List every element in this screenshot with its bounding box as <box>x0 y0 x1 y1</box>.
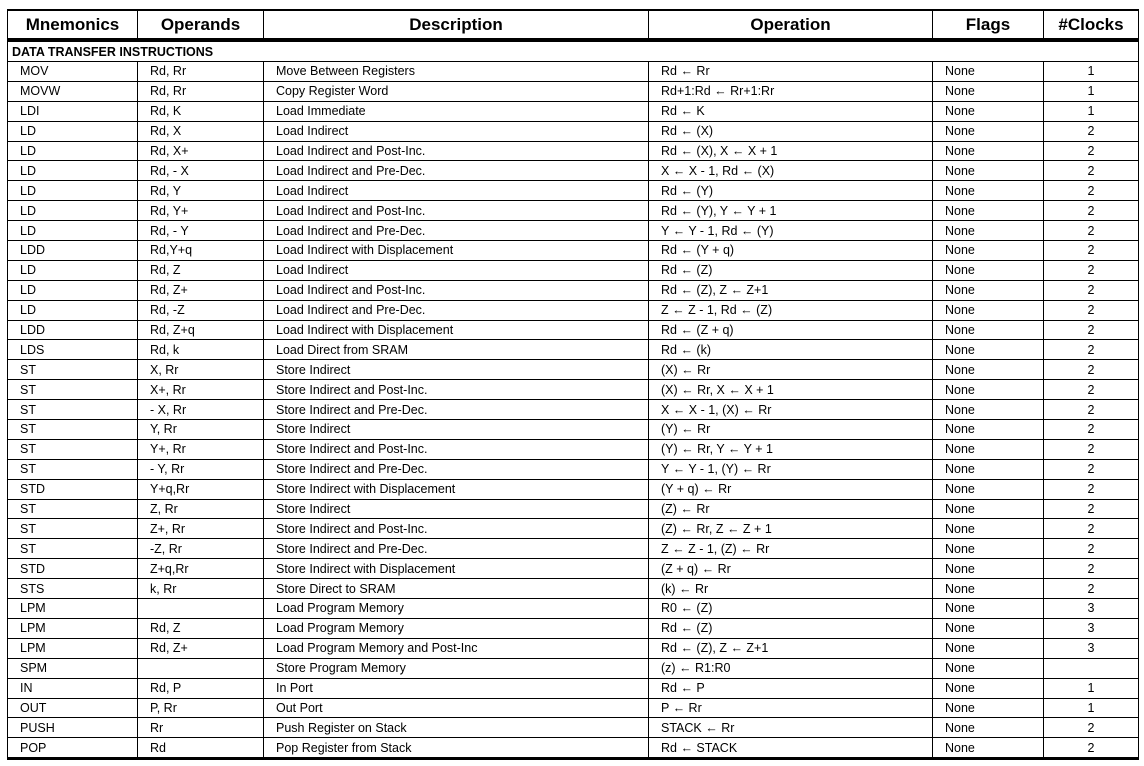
clocks-cell: 2 <box>1044 201 1139 221</box>
operation-cell: Y ← Y - 1, Rd ← (Y) <box>649 221 933 241</box>
mnemonic-cell: ST <box>8 360 138 380</box>
header-clocks: #Clocks <box>1044 10 1139 40</box>
mnemonic-cell: ST <box>8 499 138 519</box>
header-operation: Operation <box>649 10 933 40</box>
operation-cell: (X) ← Rr, X ← X + 1 <box>649 380 933 400</box>
table-row <box>8 658 1139 678</box>
description-cell: Store Indirect and Post-Inc. <box>264 439 649 459</box>
operation-cell: (Y) ← Rr <box>649 420 933 440</box>
mnemonic-cell: ST <box>8 539 138 559</box>
clocks-cell: 2 <box>1044 260 1139 280</box>
operation-cell: (Y + q) ← Rr <box>649 479 933 499</box>
flags-cell: None <box>933 459 1044 479</box>
operands-cell: X, Rr <box>138 360 264 380</box>
operation-cell: (X) ← Rr <box>649 360 933 380</box>
operands-cell: - Y, Rr <box>138 459 264 479</box>
mnemonic-cell: LD <box>8 161 138 181</box>
table-row <box>8 320 1139 340</box>
instruction-table <box>7 9 1139 760</box>
mnemonic-cell: LD <box>8 280 138 300</box>
table-row <box>8 718 1139 738</box>
clocks-cell: 2 <box>1044 380 1139 400</box>
operands-cell: Rd, X <box>138 121 264 141</box>
table-row <box>8 101 1139 121</box>
mnemonic-cell: ST <box>8 420 138 440</box>
table-row <box>8 579 1139 599</box>
operation-cell: (Z + q) ← Rr <box>649 559 933 579</box>
description-cell: Load Indirect and Pre-Dec. <box>264 300 649 320</box>
flags-cell: None <box>933 161 1044 181</box>
clocks-cell: 2 <box>1044 300 1139 320</box>
header-row <box>8 10 1139 40</box>
mnemonic-cell: LDI <box>8 101 138 121</box>
operands-cell: Rd, X+ <box>138 141 264 161</box>
operands-cell: X+, Rr <box>138 380 264 400</box>
table-row <box>8 519 1139 539</box>
description-cell: Store Indirect and Post-Inc. <box>264 380 649 400</box>
operation-cell: X ← X - 1, (X) ← Rr <box>649 400 933 420</box>
description-cell: Store Indirect and Pre-Dec. <box>264 539 649 559</box>
description-cell: Pop Register from Stack <box>264 738 649 759</box>
description-cell: Store Indirect <box>264 360 649 380</box>
operation-cell: Rd ← (Y + q) <box>649 241 933 261</box>
mnemonic-cell: LDD <box>8 320 138 340</box>
operation-cell: Rd+1:Rd ← Rr+1:Rr <box>649 81 933 101</box>
clocks-cell: 2 <box>1044 161 1139 181</box>
table-row <box>8 559 1139 579</box>
clocks-cell: 2 <box>1044 579 1139 599</box>
operands-cell: Rd, Z+ <box>138 280 264 300</box>
clocks-cell: 2 <box>1044 241 1139 261</box>
operation-cell: Rd ← (Y) <box>649 181 933 201</box>
operands-cell: Z, Rr <box>138 499 264 519</box>
table-row <box>8 459 1139 479</box>
operands-cell: Rd, k <box>138 340 264 360</box>
flags-cell: None <box>933 260 1044 280</box>
operation-cell: R0 ← (Z) <box>649 599 933 619</box>
operands-cell: Rd,Y+q <box>138 241 264 261</box>
operation-cell: Rd ← (Z) <box>649 260 933 280</box>
operands-cell: Rd, Rr <box>138 62 264 82</box>
description-cell: Load Indirect with Displacement <box>264 241 649 261</box>
flags-cell: None <box>933 658 1044 678</box>
description-cell: Store Indirect and Pre-Dec. <box>264 459 649 479</box>
flags-cell: None <box>933 420 1044 440</box>
operation-cell: X ← X - 1, Rd ← (X) <box>649 161 933 181</box>
clocks-cell: 2 <box>1044 539 1139 559</box>
description-cell: Copy Register Word <box>264 81 649 101</box>
clocks-cell: 3 <box>1044 638 1139 658</box>
operands-cell: Rd, Rr <box>138 81 264 101</box>
operation-cell: Rd ← (Z), Z ← Z+1 <box>649 638 933 658</box>
table-row <box>8 698 1139 718</box>
mnemonic-cell: MOVW <box>8 81 138 101</box>
operands-cell: Rd, - Y <box>138 221 264 241</box>
table-row <box>8 439 1139 459</box>
description-cell: Load Indirect <box>264 260 649 280</box>
table-row <box>8 62 1139 82</box>
operation-cell: Rd ← (Z) <box>649 618 933 638</box>
mnemonic-cell: ST <box>8 400 138 420</box>
operation-cell: Y ← Y - 1, (Y) ← Rr <box>649 459 933 479</box>
mnemonic-cell: LDD <box>8 241 138 261</box>
operation-cell: P ← Rr <box>649 698 933 718</box>
clocks-cell: 2 <box>1044 360 1139 380</box>
operation-cell: Rd ← K <box>649 101 933 121</box>
mnemonic-cell: LD <box>8 181 138 201</box>
table-header <box>8 10 1139 40</box>
table-row <box>8 638 1139 658</box>
operation-cell: Rd ← (X), X ← X + 1 <box>649 141 933 161</box>
clocks-cell: 3 <box>1044 618 1139 638</box>
operation-cell: Rd ← STACK <box>649 738 933 759</box>
operation-cell: Rd ← (Z), Z ← Z+1 <box>649 280 933 300</box>
description-cell: Store Direct to SRAM <box>264 579 649 599</box>
mnemonic-cell: LD <box>8 300 138 320</box>
table-row <box>8 221 1139 241</box>
description-cell: Load Indirect with Displacement <box>264 320 649 340</box>
mnemonic-cell: LD <box>8 260 138 280</box>
section-title: DATA TRANSFER INSTRUCTIONS <box>8 40 1139 62</box>
clocks-cell: 1 <box>1044 101 1139 121</box>
operation-cell: (Y) ← Rr, Y ← Y + 1 <box>649 439 933 459</box>
flags-cell: None <box>933 62 1044 82</box>
operands-cell: Rd, - X <box>138 161 264 181</box>
flags-cell: None <box>933 479 1044 499</box>
mnemonic-cell: OUT <box>8 698 138 718</box>
operands-cell: Rd <box>138 738 264 759</box>
clocks-cell: 1 <box>1044 62 1139 82</box>
operands-cell: Rd, Z+q <box>138 320 264 340</box>
mnemonic-cell: POP <box>8 738 138 759</box>
table-row <box>8 499 1139 519</box>
mnemonic-cell: STS <box>8 579 138 599</box>
operands-cell <box>138 658 264 678</box>
flags-cell: None <box>933 81 1044 101</box>
description-cell: Load Indirect and Pre-Dec. <box>264 221 649 241</box>
mnemonic-cell: LPM <box>8 638 138 658</box>
table-row <box>8 420 1139 440</box>
clocks-cell: 2 <box>1044 420 1139 440</box>
header-description: Description <box>264 10 649 40</box>
mnemonic-cell: LPM <box>8 599 138 619</box>
clocks-cell: 2 <box>1044 559 1139 579</box>
operands-cell: Y+, Rr <box>138 439 264 459</box>
description-cell: Load Indirect <box>264 181 649 201</box>
description-cell: Out Port <box>264 698 649 718</box>
header-operands: Operands <box>138 10 264 40</box>
operands-cell: Rd, K <box>138 101 264 121</box>
flags-cell: None <box>933 380 1044 400</box>
flags-cell: None <box>933 579 1044 599</box>
table-row <box>8 280 1139 300</box>
flags-cell: None <box>933 340 1044 360</box>
table-row <box>8 400 1139 420</box>
operands-cell: k, Rr <box>138 579 264 599</box>
table-row <box>8 380 1139 400</box>
description-cell: Load Indirect <box>264 121 649 141</box>
description-cell: Store Indirect with Displacement <box>264 559 649 579</box>
table-row <box>8 340 1139 360</box>
table-row <box>8 479 1139 499</box>
flags-cell: None <box>933 618 1044 638</box>
operation-cell: Rd ← (X) <box>649 121 933 141</box>
table-row <box>8 241 1139 261</box>
table-row <box>8 81 1139 101</box>
table-row <box>8 738 1139 759</box>
operands-cell: Rd, Z+ <box>138 638 264 658</box>
operation-cell: STACK ← Rr <box>649 718 933 738</box>
mnemonic-cell: LDS <box>8 340 138 360</box>
operands-cell: Rd, Z <box>138 260 264 280</box>
clocks-cell: 2 <box>1044 141 1139 161</box>
operands-cell: Rr <box>138 718 264 738</box>
flags-cell: None <box>933 320 1044 340</box>
mnemonic-cell: IN <box>8 678 138 698</box>
description-cell: Load Indirect and Post-Inc. <box>264 280 649 300</box>
table-row <box>8 618 1139 638</box>
mnemonic-cell: LPM <box>8 618 138 638</box>
operation-cell: (z) ← R1:R0 <box>649 658 933 678</box>
table-row <box>8 300 1139 320</box>
operands-cell: - X, Rr <box>138 400 264 420</box>
clocks-cell: 2 <box>1044 320 1139 340</box>
description-cell: Load Direct from SRAM <box>264 340 649 360</box>
operation-cell: Z ← Z - 1, Rd ← (Z) <box>649 300 933 320</box>
mnemonic-cell: ST <box>8 439 138 459</box>
description-cell: Load Indirect and Post-Inc. <box>264 141 649 161</box>
clocks-cell: 2 <box>1044 340 1139 360</box>
description-cell: Load Program Memory and Post-Inc <box>264 638 649 658</box>
operands-cell <box>138 599 264 619</box>
description-cell: Store Indirect with Displacement <box>264 479 649 499</box>
description-cell: Store Indirect and Pre-Dec. <box>264 400 649 420</box>
clocks-cell: 2 <box>1044 181 1139 201</box>
flags-cell: None <box>933 718 1044 738</box>
table-row <box>8 201 1139 221</box>
operands-cell: Z+, Rr <box>138 519 264 539</box>
flags-cell: None <box>933 101 1044 121</box>
operation-cell: Z ← Z - 1, (Z) ← Rr <box>649 539 933 559</box>
operation-cell: Rd ← (k) <box>649 340 933 360</box>
flags-cell: None <box>933 559 1044 579</box>
operands-cell: Rd, Y <box>138 181 264 201</box>
mnemonic-cell: ST <box>8 459 138 479</box>
table-body <box>8 40 1139 759</box>
flags-cell: None <box>933 121 1044 141</box>
mnemonic-cell: PUSH <box>8 718 138 738</box>
description-cell: Load Program Memory <box>264 599 649 619</box>
mnemonic-cell: STD <box>8 479 138 499</box>
table-row <box>8 539 1139 559</box>
operands-cell: Rd, Y+ <box>138 201 264 221</box>
mnemonic-cell: LD <box>8 201 138 221</box>
flags-cell: None <box>933 201 1044 221</box>
operation-cell: Rd ← Rr <box>649 62 933 82</box>
operation-cell: Rd ← (Z + q) <box>649 320 933 340</box>
description-cell: Load Program Memory <box>264 618 649 638</box>
operands-cell: Z+q,Rr <box>138 559 264 579</box>
operation-cell: (Z) ← Rr <box>649 499 933 519</box>
mnemonic-cell: STD <box>8 559 138 579</box>
mnemonic-cell: MOV <box>8 62 138 82</box>
clocks-cell: 1 <box>1044 698 1139 718</box>
operation-cell: (k) ← Rr <box>649 579 933 599</box>
flags-cell: None <box>933 738 1044 759</box>
clocks-cell <box>1044 658 1139 678</box>
description-cell: Load Indirect and Pre-Dec. <box>264 161 649 181</box>
clocks-cell: 2 <box>1044 221 1139 241</box>
operands-cell: -Z, Rr <box>138 539 264 559</box>
operation-cell: Rd ← (Y), Y ← Y + 1 <box>649 201 933 221</box>
description-cell: Move Between Registers <box>264 62 649 82</box>
table-row <box>8 161 1139 181</box>
section-row <box>8 40 1139 62</box>
clocks-cell: 2 <box>1044 738 1139 759</box>
table-row <box>8 181 1139 201</box>
flags-cell: None <box>933 221 1044 241</box>
table-row <box>8 360 1139 380</box>
header-mnemonics: Mnemonics <box>8 10 138 40</box>
flags-cell: None <box>933 499 1044 519</box>
description-cell: Store Indirect <box>264 499 649 519</box>
flags-cell: None <box>933 241 1044 261</box>
flags-cell: None <box>933 280 1044 300</box>
description-cell: Store Indirect <box>264 420 649 440</box>
operands-cell: Y, Rr <box>138 420 264 440</box>
clocks-cell: 2 <box>1044 400 1139 420</box>
clocks-cell: 2 <box>1044 479 1139 499</box>
table-row <box>8 260 1139 280</box>
clocks-cell: 3 <box>1044 599 1139 619</box>
table-row <box>8 678 1139 698</box>
operation-cell: (Z) ← Rr, Z ← Z + 1 <box>649 519 933 539</box>
mnemonic-cell: LD <box>8 121 138 141</box>
flags-cell: None <box>933 678 1044 698</box>
operands-cell: Rd, Z <box>138 618 264 638</box>
flags-cell: None <box>933 519 1044 539</box>
table-row <box>8 121 1139 141</box>
clocks-cell: 2 <box>1044 519 1139 539</box>
flags-cell: None <box>933 599 1044 619</box>
description-cell: Push Register on Stack <box>264 718 649 738</box>
clocks-cell: 1 <box>1044 81 1139 101</box>
header-flags: Flags <box>933 10 1044 40</box>
flags-cell: None <box>933 638 1044 658</box>
table-row <box>8 141 1139 161</box>
operands-cell: Rd, -Z <box>138 300 264 320</box>
flags-cell: None <box>933 439 1044 459</box>
description-cell: Load Immediate <box>264 101 649 121</box>
clocks-cell: 1 <box>1044 678 1139 698</box>
operation-cell: Rd ← P <box>649 678 933 698</box>
flags-cell: None <box>933 400 1044 420</box>
operands-cell: P, Rr <box>138 698 264 718</box>
clocks-cell: 2 <box>1044 499 1139 519</box>
clocks-cell: 2 <box>1044 121 1139 141</box>
mnemonic-cell: LD <box>8 141 138 161</box>
mnemonic-cell: ST <box>8 519 138 539</box>
flags-cell: None <box>933 539 1044 559</box>
flags-cell: None <box>933 181 1044 201</box>
flags-cell: None <box>933 360 1044 380</box>
flags-cell: None <box>933 300 1044 320</box>
description-cell: Load Indirect and Post-Inc. <box>264 201 649 221</box>
table-row <box>8 599 1139 619</box>
clocks-cell: 2 <box>1044 280 1139 300</box>
description-cell: Store Program Memory <box>264 658 649 678</box>
operands-cell: Y+q,Rr <box>138 479 264 499</box>
mnemonic-cell: SPM <box>8 658 138 678</box>
clocks-cell: 2 <box>1044 718 1139 738</box>
mnemonic-cell: ST <box>8 380 138 400</box>
operands-cell: Rd, P <box>138 678 264 698</box>
instruction-table-sheet <box>7 9 1138 760</box>
flags-cell: None <box>933 141 1044 161</box>
clocks-cell: 2 <box>1044 459 1139 479</box>
description-cell: Store Indirect and Post-Inc. <box>264 519 649 539</box>
mnemonic-cell: LD <box>8 221 138 241</box>
flags-cell: None <box>933 698 1044 718</box>
clocks-cell: 2 <box>1044 439 1139 459</box>
description-cell: In Port <box>264 678 649 698</box>
